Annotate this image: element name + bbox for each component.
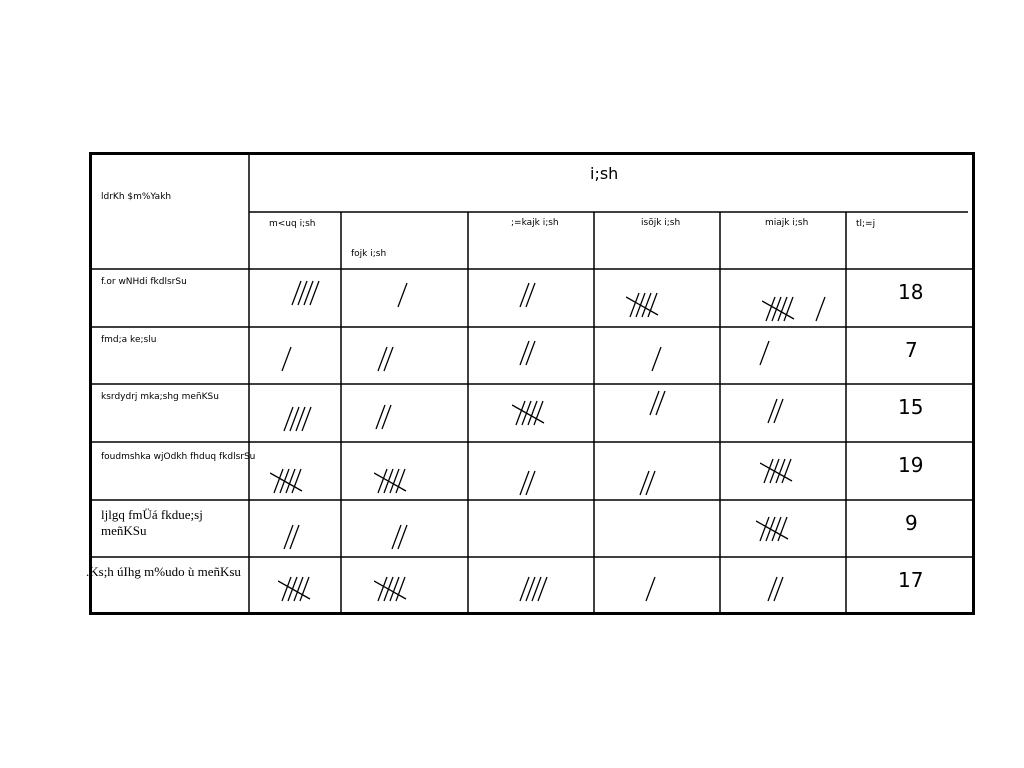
tally-mark: [812, 293, 872, 333]
tally-table: [86, 152, 975, 615]
tally-mark: [394, 279, 454, 319]
tally-mark: [288, 277, 348, 317]
tally-mark: [764, 395, 824, 435]
tally-mark: [516, 337, 576, 377]
tally-mark: [756, 513, 816, 553]
tally-mark: [764, 573, 824, 613]
row-total: 15: [898, 395, 924, 419]
column-header: m<uq i;sh: [269, 219, 316, 229]
row-label: f.or wNHdi fkdlsrSu: [101, 277, 187, 287]
group-header: i;sh: [590, 164, 619, 183]
row-total: 9: [905, 511, 918, 535]
row-label: ljlgq fmÜá fkdue;sj meñKSu: [101, 507, 203, 538]
tally-mark: [278, 343, 338, 383]
row-total: 7: [905, 338, 918, 362]
tally-mark: [516, 573, 576, 613]
tally-mark: [756, 337, 816, 377]
column-header: miajk i;sh: [765, 218, 809, 228]
tally-mark: [648, 343, 708, 383]
row-label: .Ks;h úIhg m%udo ù meñKsu: [86, 564, 241, 579]
tally-mark: [374, 343, 434, 383]
tally-mark: [280, 521, 340, 561]
row-total: 18: [898, 280, 924, 304]
tally-mark: [374, 465, 434, 505]
row-label: fmd;a ke;slu: [101, 335, 157, 345]
tally-mark: [516, 467, 576, 507]
tally-mark: [278, 573, 338, 613]
column-header: tl;=j: [856, 219, 876, 229]
tally-mark: [280, 403, 340, 443]
row-label: ksrdydrj mka;shg meñKSu: [101, 392, 219, 402]
column-header: fojk i;sh: [351, 249, 387, 259]
tally-mark: [512, 397, 572, 437]
tally-mark: [516, 279, 576, 319]
tally-mark: [760, 455, 820, 495]
tally-mark: [646, 387, 706, 427]
tally-mark: [626, 289, 686, 329]
tally-mark: [374, 573, 434, 613]
tally-mark: [636, 467, 696, 507]
tally-mark: [388, 521, 448, 561]
row-label: foudmshka wjOdkh fhduq fkdlsrSu: [101, 452, 256, 462]
row-total: 17: [898, 568, 924, 592]
tally-mark: [642, 573, 702, 613]
column-header: ;=kajk i;sh: [511, 218, 559, 228]
corner-header: ldrKh $m%Yakh: [101, 192, 172, 202]
tally-mark: [372, 401, 432, 441]
tally-mark: [270, 465, 330, 505]
row-total: 19: [898, 453, 924, 477]
column-header: isõjk i;sh: [641, 218, 681, 228]
